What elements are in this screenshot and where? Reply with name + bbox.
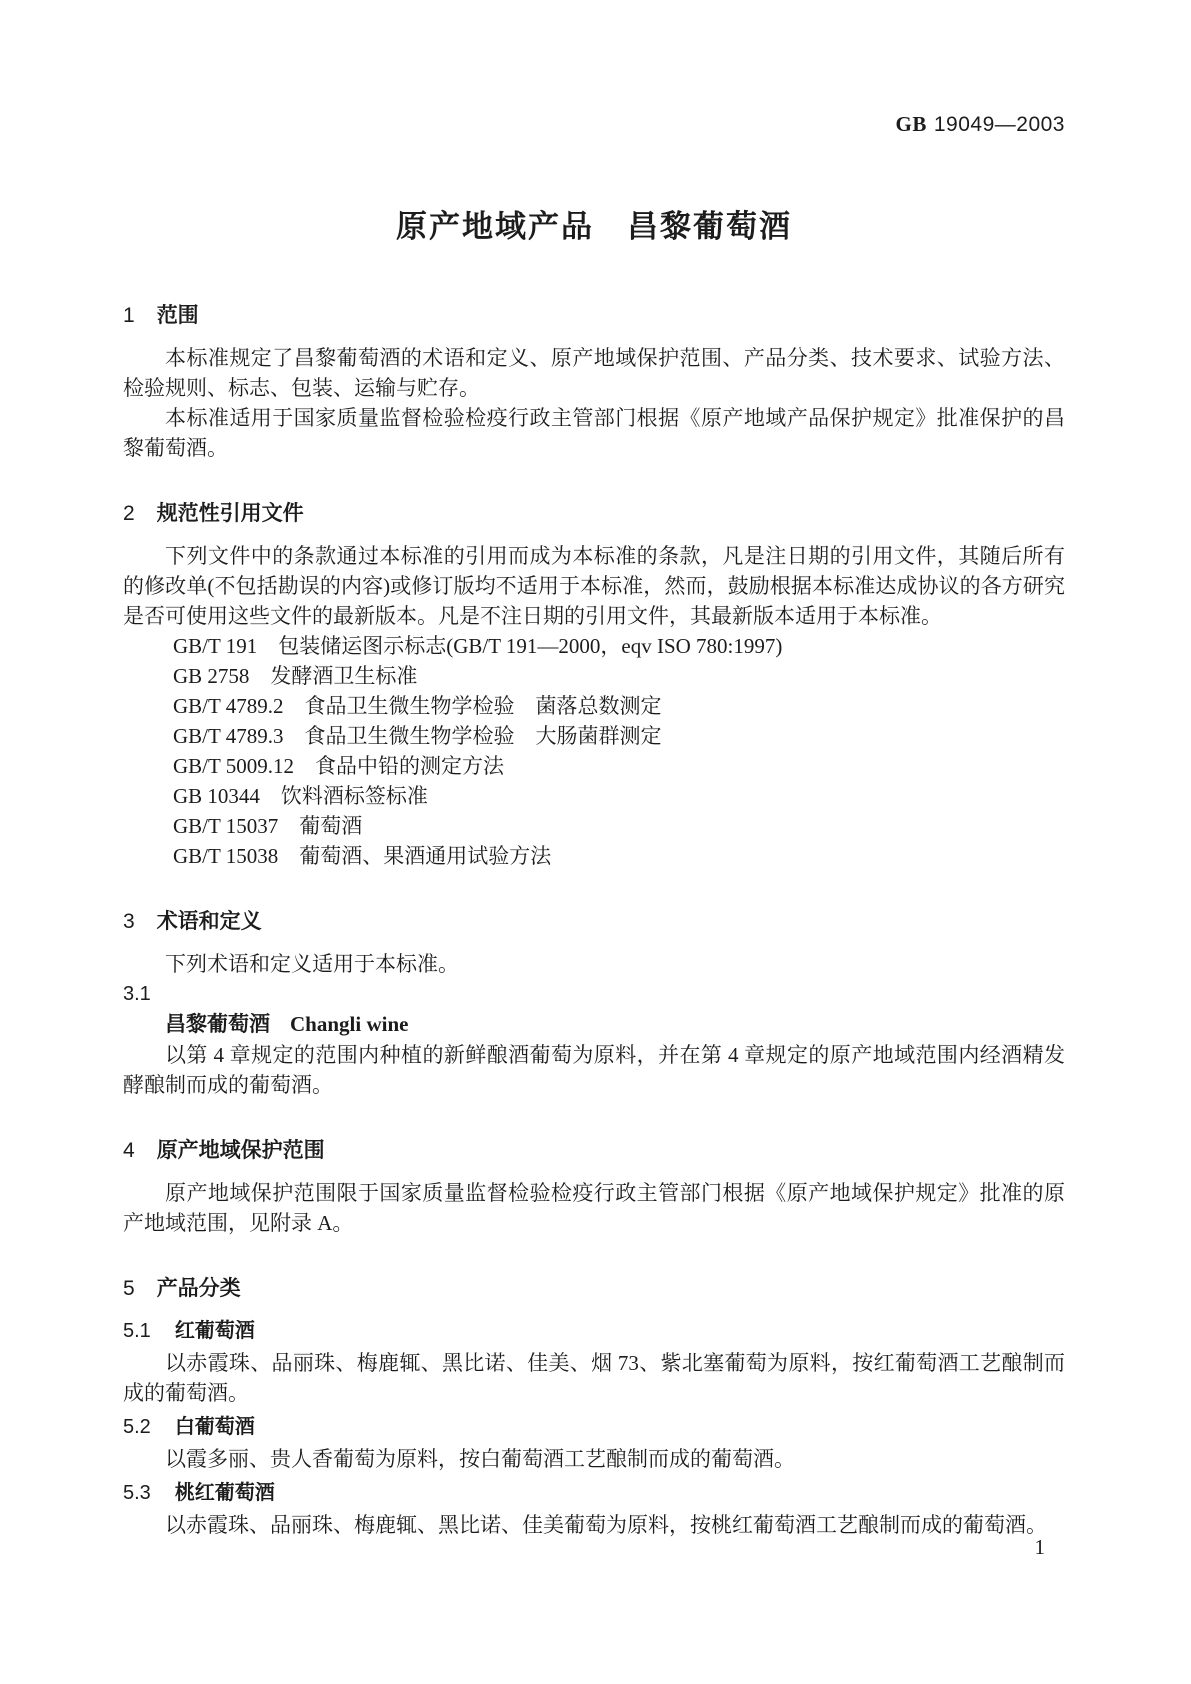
paragraph: 下列文件中的条款通过本标准的引用而成为本标准的条款，凡是注日期的引用文件，其随后所有的修改单(不包括勘误的内容)或修订版均不适用于本标准，然而，鼓励根据本标准达成协议的各方研究是否可使用这些文件的最新版本。凡是不注日期的引用文件，其最新版本适用于本标准。 xyxy=(123,544,1065,628)
section-4-title: 原产地域保护范围 xyxy=(156,1139,325,1162)
section-protected-area xyxy=(123,1136,1065,1238)
section-4-heading xyxy=(123,1136,1065,1166)
reference-item: GB/T 191 包装储运图示标志(GB/T 191—2000，eqv ISO 780:1997) xyxy=(173,634,783,658)
subsection-5-2-heading xyxy=(123,1412,1065,1442)
reference-item: GB/T 4789.3 食品卫生微生物学检验 大肠菌群测定 xyxy=(173,724,662,748)
subsection-5-2-title: 白葡萄酒 xyxy=(174,1416,255,1438)
section-5-heading xyxy=(123,1274,1065,1304)
section-product-classification xyxy=(123,1274,1065,1540)
section-4-number: 4 xyxy=(123,1139,135,1162)
doc-code-number: 19049—2003 xyxy=(933,113,1065,136)
section-1-title: 范围 xyxy=(156,304,199,327)
clause-number-3-1: 3.1 xyxy=(123,983,151,1005)
references-list xyxy=(123,631,1065,871)
subsection-5-3-heading xyxy=(123,1478,1065,1508)
paragraph: 原产地域保护范围限于国家质量监督检验检疫行政主管部门根据《原产地域保护规定》批准的原产地域范围，见附录 A。 xyxy=(123,1181,1065,1235)
subsection-5-3-title: 桃红葡萄酒 xyxy=(174,1482,275,1504)
paragraph: 以赤霞珠、品丽珠、梅鹿辄、黑比诺、佳美、烟 73、紫北塞葡萄为原料，按红葡萄酒工艺酿制而成的葡萄酒。 xyxy=(123,1351,1065,1405)
section-2-title: 规范性引用文件 xyxy=(156,502,304,525)
page-number: 1 xyxy=(1034,1535,1045,1559)
paragraph: 以赤霞珠、品丽珠、梅鹿辄、黑比诺、佳美葡萄为原料，按桃红葡萄酒工艺酿制而成的葡萄酒。 xyxy=(165,1513,1047,1537)
section-3-title: 术语和定义 xyxy=(156,910,262,933)
doc-code xyxy=(123,0,1065,139)
paragraph: 本标准规定了昌黎葡萄酒的术语和定义、原产地域保护范围、产品分类、技术要求、试验方法、检验规则、标志、包装、运输与贮存。 xyxy=(123,346,1065,400)
subsection-5-1-heading xyxy=(123,1316,1065,1346)
reference-item: GB/T 15038 葡萄酒、果酒通用试验方法 xyxy=(173,844,552,868)
section-2-heading xyxy=(123,499,1065,529)
reference-item: GB 10344 饮料酒标签标准 xyxy=(173,784,428,808)
paragraph: 以霞多丽、贵人香葡萄为原料，按白葡萄酒工艺酿制而成的葡萄酒。 xyxy=(165,1447,795,1471)
section-1-number: 1 xyxy=(123,304,135,327)
term-chinese: 昌黎葡萄酒 xyxy=(165,1013,270,1036)
section-terms-definitions xyxy=(123,907,1065,1100)
section-3-heading xyxy=(123,907,1065,937)
doc-title: 原产地域产品 昌黎葡萄酒 xyxy=(396,209,792,244)
reference-item: GB/T 4789.2 食品卫生微生物学检验 菌落总数测定 xyxy=(173,694,662,718)
section-3-number: 3 xyxy=(123,910,135,933)
section-normative-references xyxy=(123,499,1065,871)
section-1-heading xyxy=(123,301,1065,331)
section-scope xyxy=(123,301,1065,463)
reference-item: GB 2758 发酵酒卫生标准 xyxy=(173,664,418,688)
term-english: Changli wine xyxy=(290,1012,409,1036)
subsection-5-1-title: 红葡萄酒 xyxy=(174,1320,255,1342)
section-5-number: 5 xyxy=(123,1277,135,1300)
paragraph: 本标准适用于国家质量监督检验检疫行政主管部门根据《原产地域产品保护规定》批准保护的昌黎葡萄酒。 xyxy=(123,406,1065,460)
doc-code-prefix: GB xyxy=(895,112,927,136)
subsection-5-2-number: 5.2 xyxy=(123,1416,151,1438)
subsection-5-1-number: 5.1 xyxy=(123,1320,151,1342)
paragraph: 下列术语和定义适用于本标准。 xyxy=(165,952,459,976)
reference-item: GB/T 5009.12 食品中铅的测定方法 xyxy=(173,754,504,778)
reference-item: GB/T 15037 葡萄酒 xyxy=(173,814,363,838)
subsection-5-3-number: 5.3 xyxy=(123,1482,151,1504)
section-5-title: 产品分类 xyxy=(156,1277,241,1300)
term-line xyxy=(123,1009,1065,1040)
section-2-number: 2 xyxy=(123,502,135,525)
term-definition: 以第 4 章规定的范围内种植的新鲜酿酒葡萄为原料，并在第 4 章规定的原产地域范围内经酒精发酵酿制而成的葡萄酒。 xyxy=(123,1043,1065,1097)
